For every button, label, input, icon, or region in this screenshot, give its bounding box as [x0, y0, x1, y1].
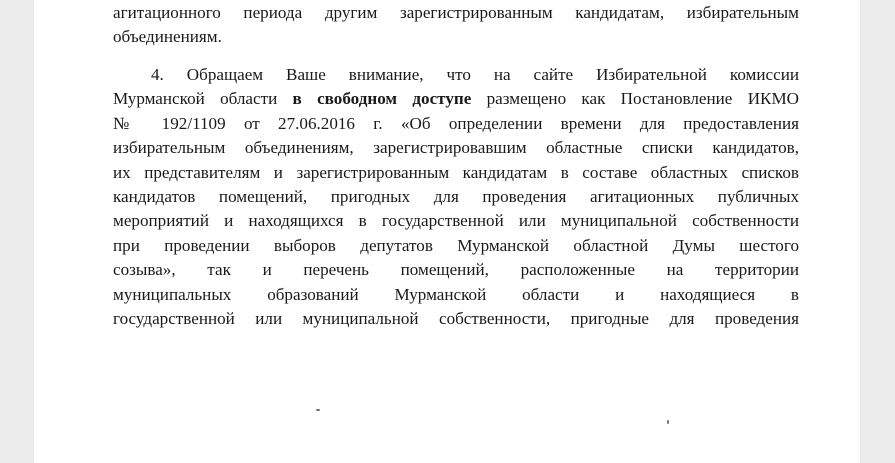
bold-emphasis: в свободном доступе	[292, 89, 472, 109]
paragraph-4	[113, 63, 799, 331]
text-fragment: Мурманской области	[113, 89, 293, 109]
text-line: кандидатов помещений, пригодных для проведения агитационных публичных	[113, 186, 799, 206]
text-line: созыва», так и перечень помещений, расположенные на территории	[113, 260, 799, 280]
text-fragment: размещено как Постановление ИКМО	[471, 89, 799, 109]
text-line: агитационного периода другим зарегистрированным кандидатам, избирательным	[113, 3, 799, 22]
paragraph-first-line: 4. Обращаем Ваше внимание, что на сайте Избирательной комиссии	[151, 65, 799, 84]
previous-paragraph-tail	[113, 1, 799, 50]
text-line: мероприятий и находящихся в государственной или муниципальной собственности	[113, 211, 799, 231]
text-line: при проведении выборов депутатов Мурманской областной Думы шестого	[113, 235, 799, 255]
text-line: избирательным объединениям, зарегистрировавшим областные списки кандидатов,	[113, 138, 799, 158]
text-line: государственной или муниципальной собственности, пригодные для проведения	[113, 308, 799, 328]
text-line-with-bold	[113, 87, 799, 111]
text-line: объединениям.	[113, 27, 222, 47]
text-line: № 192/1109 от 27.06.2016 г. «Об определении времени для предоставления	[113, 113, 799, 133]
text-line: их представителям и зарегистрированным кандидатам в составе областных списков	[113, 162, 799, 182]
text-line: муниципальных образований Мурманской области и находящиеся в	[113, 284, 799, 304]
scan-speck	[667, 420, 669, 424]
scan-speck	[316, 409, 320, 411]
